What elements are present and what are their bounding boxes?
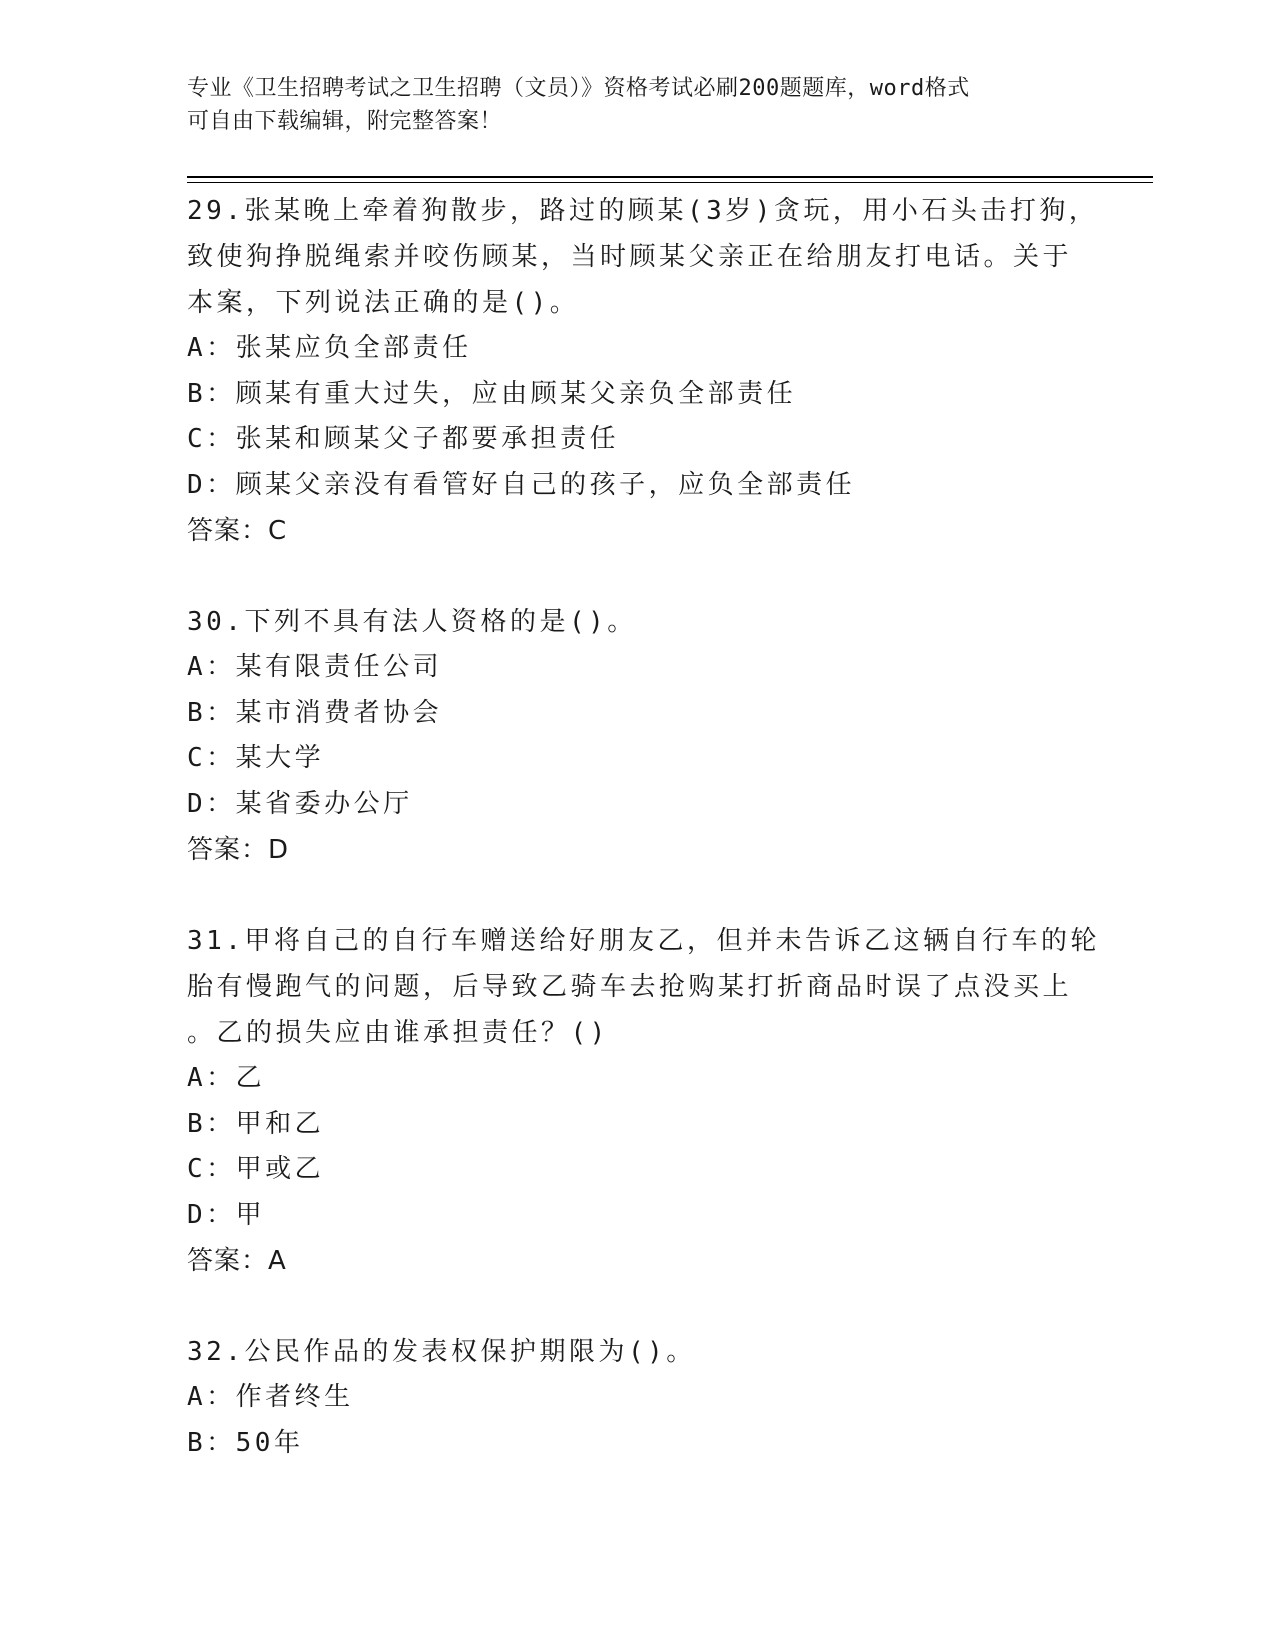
answer-label: 答案：D <box>187 835 290 865</box>
option-b: B：某市消费者协会 <box>187 697 443 728</box>
question-31 <box>187 918 1100 1284</box>
stem-line: 致使狗挣脱绳索并咬伤顾某，当时顾某父亲正在给朋友打电话。关于 <box>187 242 1073 272</box>
option-b: B：50年 <box>187 1427 304 1458</box>
option-a: A：乙 <box>187 1063 266 1093</box>
option-a: A：作者终生 <box>187 1382 354 1412</box>
option-b: B：顾某有重大过失，应由顾某父亲负全部责任 <box>187 378 797 409</box>
option-c: C：张某和顾某父子都要承担责任 <box>187 424 620 454</box>
option-c: C：甲或乙 <box>187 1154 325 1184</box>
option-a: A：某有限责任公司 <box>187 652 443 682</box>
question-list <box>187 188 1100 1511</box>
header-divider-thin <box>187 182 1153 183</box>
answer-label: 答案：C <box>187 516 288 546</box>
stem-line: 29.张某晚上牵着狗散步，路过的顾某(3岁)贪玩，用小石头击打狗， <box>187 196 1099 226</box>
header-divider-thick <box>187 176 1153 178</box>
stem-line: 本案，下列说法正确的是()。 <box>187 288 580 318</box>
document-header <box>187 72 1067 138</box>
header-line-1: 专业《卫生招聘考试之卫生招聘（文员）》资格考试必刷200题题库，word格式 <box>187 76 970 101</box>
question-29 <box>187 188 1099 554</box>
option-a: A：张某应负全部责任 <box>187 333 472 363</box>
stem-line: 胎有慢跑气的问题，后导致乙骑车去抢购某打折商品时误了点没买上 <box>187 972 1073 1002</box>
option-b: B：甲和乙 <box>187 1108 325 1139</box>
option-d: D：某省委办公厅 <box>187 788 413 819</box>
option-c: C：某大学 <box>187 743 325 773</box>
question-30 <box>187 599 1087 873</box>
question-stem <box>187 599 1087 645</box>
question-stem <box>187 188 1099 326</box>
question-stem <box>187 918 1100 1056</box>
stem-line: 。乙的损失应由谁承担责任？() <box>187 1018 609 1048</box>
answer-label: 答案：A <box>187 1246 287 1276</box>
stem-line: 32.公民作品的发表权保护期限为()。 <box>187 1337 696 1367</box>
stem-line: 31.甲将自己的自行车赠送给好朋友乙，但并未告诉乙这辆自行车的轮 <box>187 926 1100 956</box>
option-d: D：甲 <box>187 1199 266 1230</box>
stem-line: 30.下列不具有法人资格的是()。 <box>187 607 637 637</box>
header-line-2: 可自由下载编辑，附完整答案！ <box>187 109 503 134</box>
question-stem <box>187 1329 1087 1375</box>
question-32 <box>187 1329 1087 1466</box>
option-d: D：顾某父亲没有看管好自己的孩子，应负全部责任 <box>187 469 856 500</box>
